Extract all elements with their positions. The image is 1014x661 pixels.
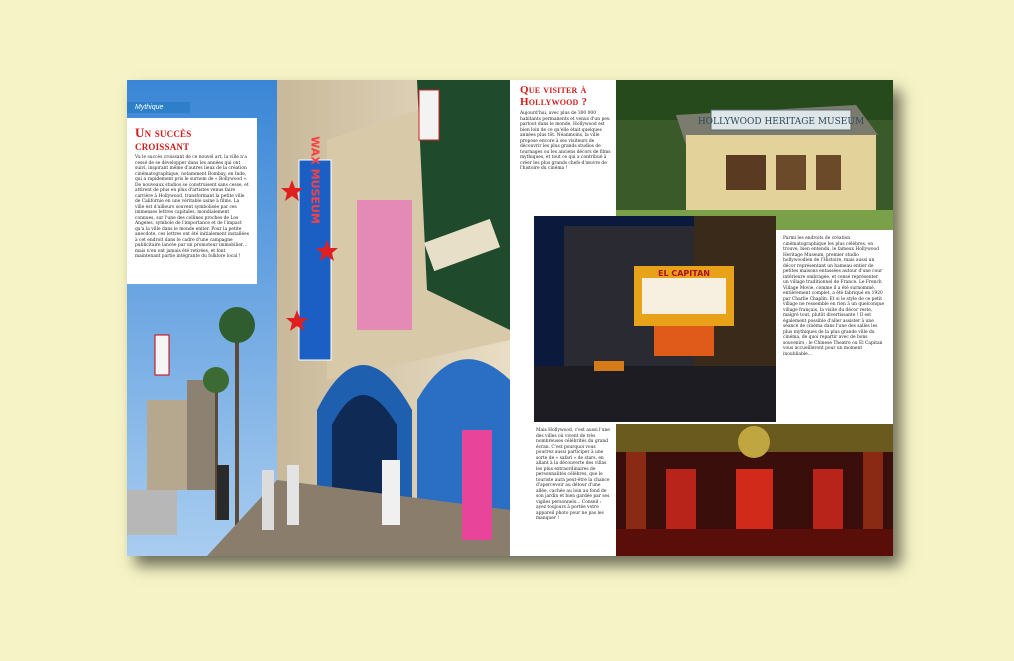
heritage-museum-photo <box>616 80 893 230</box>
left-body-text: Vu le succès croissant de ce nouvel art, la ville n'a cessé de se développer dans les années qui ont suivi, inspirant même d'autres lieux de la création cinématographique, notamment Bombay, en Inde, qui a rapidement pris le surnom de « Bollywood ». De nouveaux studios se construisent sans cesse, et attirent de plus en plus d'artistes venus faire carrière à Hollywood, transformant la petite ville de Californie en une véritable usine à films. La ville est d'ailleurs souvent symbolisée par ces immenses lettres capitales, mondialement connues, sur l'une des collines proches de Los Angeles, symbole de l'importance et de l'impact qu'a la ville dans le monde entier. Pour la petite anecdote, ces lettres ont été initialement installées à cet endroit dans le cadre d'une campagne publicitaire lancée par un promoteur immobilier… mais n'en ont jamais été retirées, et font maintenant partie intégrante du folklore local ! <box>135 155 249 259</box>
theater-interior-photo <box>616 424 893 556</box>
el-capitan-marquee: EL CAPITAN <box>658 269 710 278</box>
wax-museum-sign: WAX MUSEUM <box>308 136 322 224</box>
el-capitan-theater-photo <box>534 216 776 422</box>
left-page <box>127 80 510 556</box>
right-page <box>510 80 893 556</box>
heritage-sign-text: HOLLYWOOD HERITAGE MUSEUM <box>697 117 865 127</box>
right-middle-block <box>780 234 888 420</box>
right-section-title: Que visiter à Hollywood ? <box>520 84 588 108</box>
section-title: Un succès croissant <box>135 125 192 153</box>
right-intro-block <box>516 82 616 214</box>
right-bottom-block <box>534 426 614 556</box>
right-middle-text: Parmi les endroits de création cinématographique les plus célèbres, on trouve, bien entendu, le fameux Hollywood Heritage Museum, premier studio hollywoodien de l'Histoire, mais aussi un décor représentant un hameau entier de petites maisons entassées autour d'une cour intérieure ombragée, et censé représenter un village traditionnel de France. Le French Village Movie, comme il a été surnommé, entièrement complet, a été fabriqué en 1920 par Charlie Chaplin. Et si le style de ce petit village ne ressemble en rien à un quelconque village français, la visite du décor reste, malgré tout, plutôt divertissante ! Il est également possible d'aller assister à une séance de cinéma dans l'une des salles les plus mythiques de la plus grande ville du cinéma, de quoi repartir avec de bons souvenirs : le Chinese Theatre ou El Capitan vous accueilleront pour un moment inoubliable… <box>783 236 885 357</box>
rubric-label: Mythique <box>127 102 190 113</box>
right-intro-text: Aujourd'hui, avec plus de 300 000 habitants permanents et venus d'un peu partout dans le monde, Hollywood est bien loin de ce qu'elle était quelques années plus tôt. Néanmoins, la ville propose encore à ses visiteurs de découvrir les plus grands studios de tournages ou les anciens décors de films mythiques, et tout ce qui a contribué à créer les plus grands chefs-d'œuvre de l'histoire du cinéma ! <box>520 111 611 171</box>
magazine-spread <box>127 80 893 556</box>
left-article-box <box>127 118 257 284</box>
right-bottom-text: Mais Hollywood, c'est aussi l'une des villes où vivent de très nombreuses célébrités du grand écran. C'est pourquoi vous pourrez aussi participer à une sorte de « safari » de stars, en allant à la découverte des villas les plus extraordinaires de personnalités célèbres, que le touriste aura peut-être la chance d'apercevoir au détour d'une allée, cachée au loin au fond de son jardin et bien gardée par ses vigiles personnels… Conseil : ayez toujours à portée votre appareil photo pour ne pas les manquer ! <box>536 428 610 521</box>
